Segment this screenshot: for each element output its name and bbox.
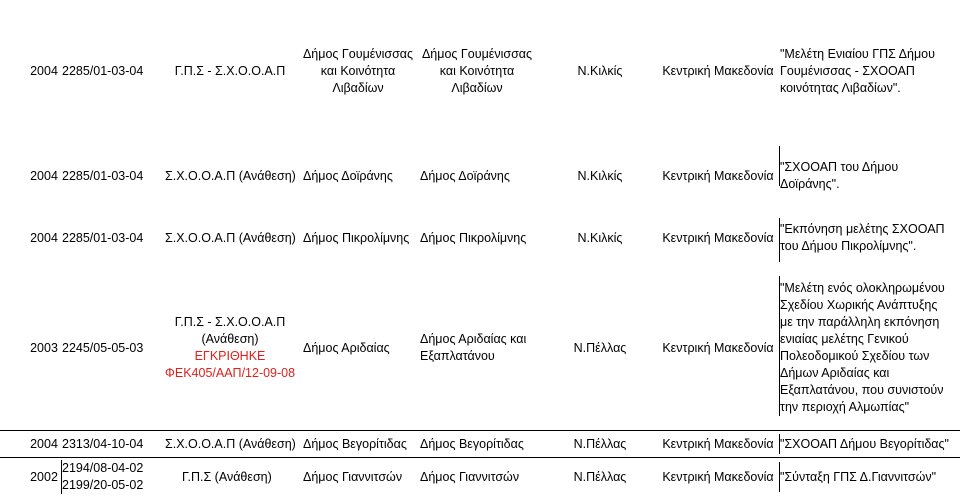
description-cell: "Μελέτη Ενιαίου ΓΠΣ Δήμου Γουμένισσας - ΣΧΟΟΑΠ κοινότητας Λιβαδίων". bbox=[780, 46, 935, 95]
municipality-cell: Δήμος Βεγορίτιδας bbox=[303, 436, 407, 451]
prefecture-cell: Ν.Κιλκίς bbox=[577, 168, 623, 183]
municipality-cell: Δήμος Δοϊράνης bbox=[303, 168, 393, 183]
agency-cell: Σ.Χ.Ο.Ο.Α.Π (Ανάθεση) bbox=[165, 230, 296, 245]
column-divider bbox=[779, 462, 780, 492]
description-cell: "ΣΧΟΟΑΠ του Δήμου Δοϊράνης". bbox=[780, 160, 899, 191]
region-cell: Κεντρική Μακεδονία bbox=[662, 436, 774, 451]
table-row bbox=[0, 266, 960, 430]
table-row bbox=[0, 146, 960, 206]
prefecture-cell: Ν.Πέλλας bbox=[573, 436, 627, 451]
year-cell: 2003 bbox=[30, 340, 58, 355]
area-cell: Δήμος Δοϊράνης bbox=[420, 168, 510, 183]
municipality-cell: Δήμος Γιαννιτσών bbox=[303, 469, 403, 484]
reference-cell: 2285/01-03-04 bbox=[62, 168, 144, 183]
prefecture-cell: Ν.Πέλλας bbox=[573, 340, 627, 355]
year-cell: 2004 bbox=[30, 230, 58, 245]
reference-cell: 2285/01-03-04 bbox=[62, 63, 144, 78]
prefecture-cell: Ν.Κιλκίς bbox=[577, 230, 623, 245]
municipality-cell: Δήμος Πικρολίμνης bbox=[303, 230, 410, 245]
year-cell: 2002 bbox=[30, 469, 58, 484]
description-cell: "Σύνταξη ΓΠΣ Δ.Γιαννιτσών" bbox=[780, 469, 937, 484]
area-cell: Δήμος Αριδαίας και Εξαπλατάνου bbox=[420, 332, 527, 363]
column-divider bbox=[779, 146, 780, 186]
gazette-reference: ΦΕΚ405/ΑΑΠ/12-09-08 bbox=[164, 366, 296, 380]
description-cell: "Εκπόνηση μελέτης ΣΧΟΟΑΠ του Δήμου Πικρολίμνης". bbox=[780, 222, 945, 253]
column-divider bbox=[779, 276, 780, 416]
area-cell: Δήμος Πικρολίμνης bbox=[420, 230, 527, 245]
reference-cell: 2285/01-03-04 bbox=[62, 230, 144, 245]
area-cell: Δήμος Γουμένισσας και Κοινότητα Λιβαδίων bbox=[421, 46, 533, 95]
agency-cell: Γ.Π.Σ - Σ.Χ.Ο.Ο.Α.Π bbox=[174, 63, 286, 78]
region-cell: Κεντρική Μακεδονία bbox=[662, 230, 774, 245]
table-row bbox=[0, 432, 960, 456]
agency-cell: Γ.Π.Σ - Σ.Χ.Ο.Ο.Α.Π (Ανάθεση) ΕΓΚΡΙΘΗΚΕ ΦΕΚ405/ΑΑΠ/12-09-08 bbox=[164, 315, 296, 380]
municipality-cell: Δήμος Αριδαίας bbox=[303, 340, 390, 355]
column-divider bbox=[779, 218, 780, 262]
table-row bbox=[0, 460, 960, 494]
description-cell: "ΣΧΟΟΑΠ Δήμου Βεγορίτιδας" bbox=[780, 436, 949, 451]
area-cell: Δήμος Βεγορίτιδας bbox=[420, 436, 524, 451]
reference-cell: 2194/08-04-02 2199/20-05-02 bbox=[62, 461, 144, 492]
row-divider bbox=[0, 430, 960, 431]
column-divider bbox=[61, 460, 62, 494]
municipality-cell: Δήμος Γουμένισσας και Κοινότητα Λιβαδίων bbox=[302, 46, 414, 95]
approval-status: ΕΓΚΡΙΘΗΚΕ bbox=[194, 349, 266, 363]
description-cell: "Μελέτη ενός ολοκληρωμένου Σχεδίου Χωρικής Ανάπτυξης με την παράλληλη εκπόνηση ενιαίας μελέτης Γενικού Πολεοδομικού Σχεδίου των Δήμων Αριδαίας και Εξαπλατάνου, που συνιστούν την περιοχή Αλμωπίας" bbox=[780, 281, 945, 414]
region-cell: Κεντρική Μακεδονία bbox=[662, 168, 774, 183]
reference-cell: 2245/05-05-03 bbox=[62, 340, 144, 355]
region-cell: Κεντρική Μακεδονία bbox=[662, 469, 774, 484]
agency-cell: Σ.Χ.Ο.Ο.Α.Π (Ανάθεση) bbox=[165, 436, 296, 451]
reference-cell: 2313/04-10-04 bbox=[62, 436, 144, 451]
agency-cell: Γ.Π.Σ (Ανάθεση) bbox=[182, 469, 272, 484]
table-row bbox=[0, 212, 960, 264]
agency-cell: Σ.Χ.Ο.Ο.Α.Π (Ανάθεση) bbox=[165, 168, 296, 183]
prefecture-cell: Ν.Πέλλας bbox=[573, 469, 627, 484]
year-cell: 2004 bbox=[30, 63, 58, 78]
region-cell: Κεντρική Μακεδονία bbox=[662, 340, 774, 355]
column-divider bbox=[779, 434, 780, 454]
prefecture-cell: Ν.Κιλκίς bbox=[577, 63, 623, 78]
row-divider bbox=[0, 457, 960, 458]
region-cell: Κεντρική Μακεδονία bbox=[662, 63, 774, 78]
year-cell: 2004 bbox=[30, 436, 58, 451]
year-cell: 2004 bbox=[30, 168, 58, 183]
table-row bbox=[0, 30, 960, 112]
area-cell: Δήμος Γιαννιτσών bbox=[420, 469, 520, 484]
